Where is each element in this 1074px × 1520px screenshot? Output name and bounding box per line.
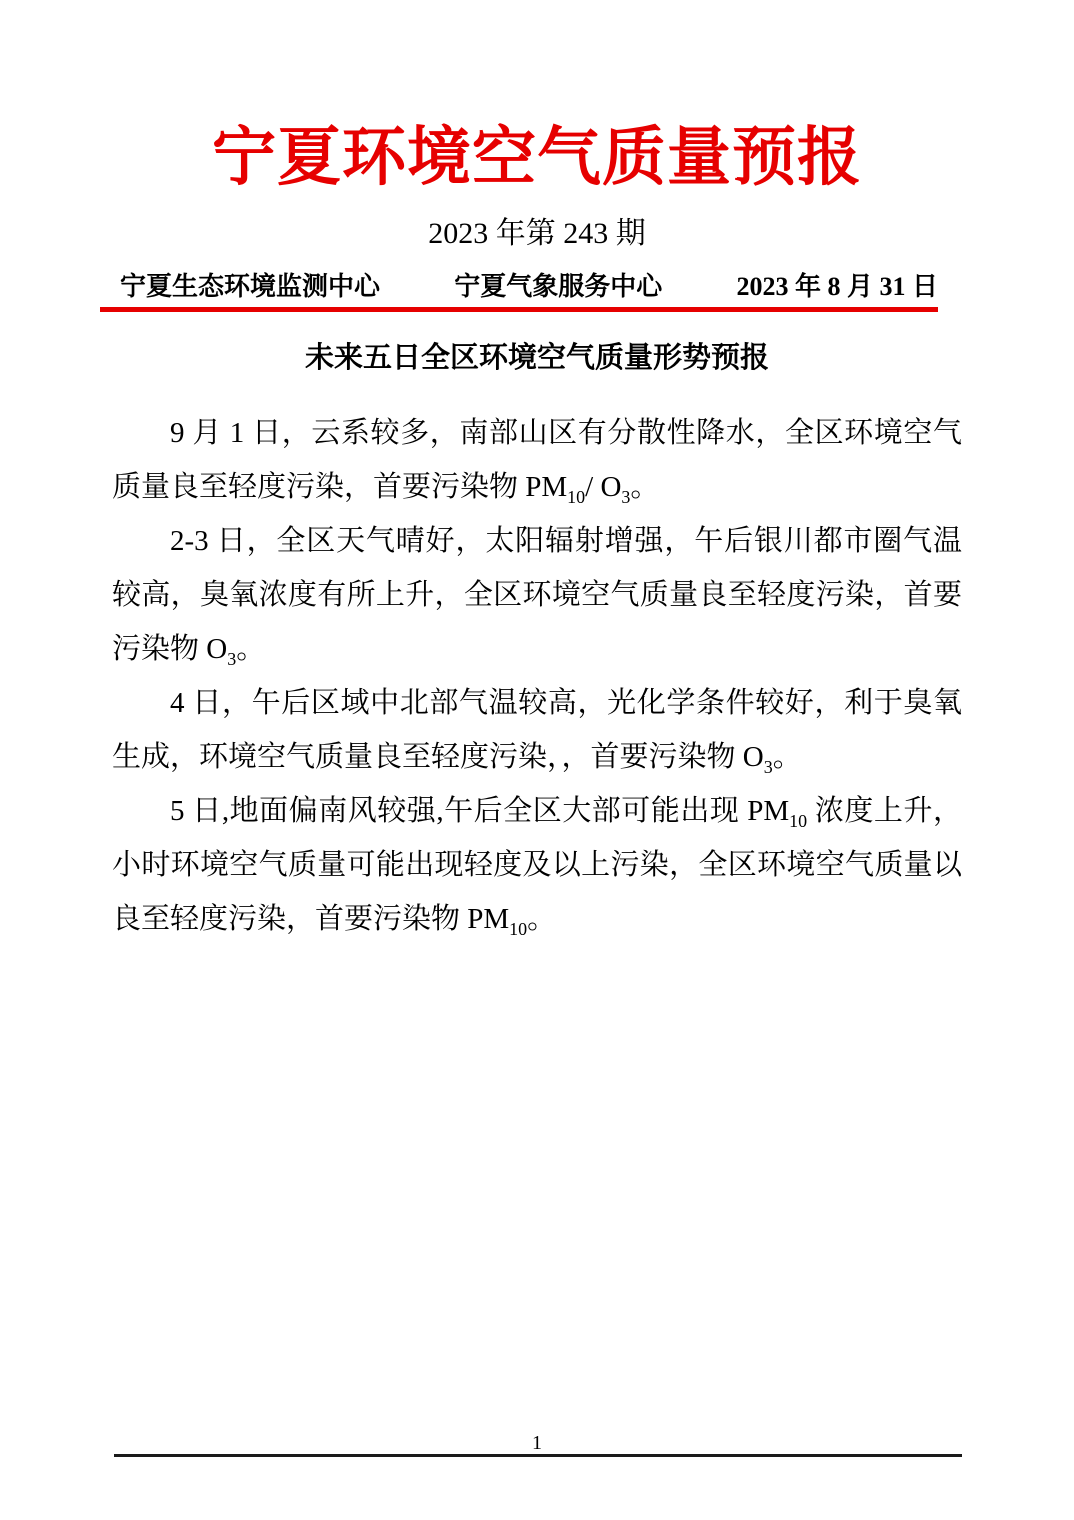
- page-number: 1: [532, 1432, 542, 1454]
- forecast-paragraph-day4: 4 日，午后区域中北部气温较高，光化学条件较好，利于臭氧生成，环境空气质量良至轻度污染，，首要污染物 $O_3$。: [112, 686, 962, 777]
- forecast-paragraph-day2-3: 2-3 日，全区天气晴好，太阳辐射增强，午后银川都市圈气温较高，臭氧浓度有所上升，全区环境空气质量良至轻度污染，首要污染物 $O_3$。: [112, 524, 962, 669]
- forecast-paragraph-day1: 9 月 1 日，云系较多，南部山区有分散性降水，全区环境空气质量良至轻度污染，首要污染物 $PM_{10}/$ $O_3$。: [112, 416, 962, 507]
- masthead-org-center: 宁夏气象服务中心: [454, 272, 663, 302]
- masthead-date: 2023 年 8 月 31 日: [736, 272, 938, 302]
- issue-number: 2023 年第 243 期: [428, 216, 646, 250]
- red-divider-rule: [100, 307, 938, 312]
- masthead-row: [120, 272, 938, 302]
- section-title: 未来五日全区环境空气质量形势预报: [304, 342, 769, 375]
- forecast-body: [112, 406, 962, 946]
- page-footer: [0, 1430, 1074, 1520]
- masthead-org-left: 宁夏生态环境监测中心: [120, 272, 381, 302]
- document-title: 宁夏环境空气质量预报: [212, 122, 862, 193]
- footer-rule: [114, 1454, 962, 1457]
- forecast-paragraph-day5: 5 日,地面偏南风较强,午后全区大部可能出现 $PM_{10}$ 浓度上升，小时环境空气质量可能出现轻度及以上污染，全区环境空气质量以良至轻度污染，首要污染物 $PM_{10}$。: [112, 794, 962, 939]
